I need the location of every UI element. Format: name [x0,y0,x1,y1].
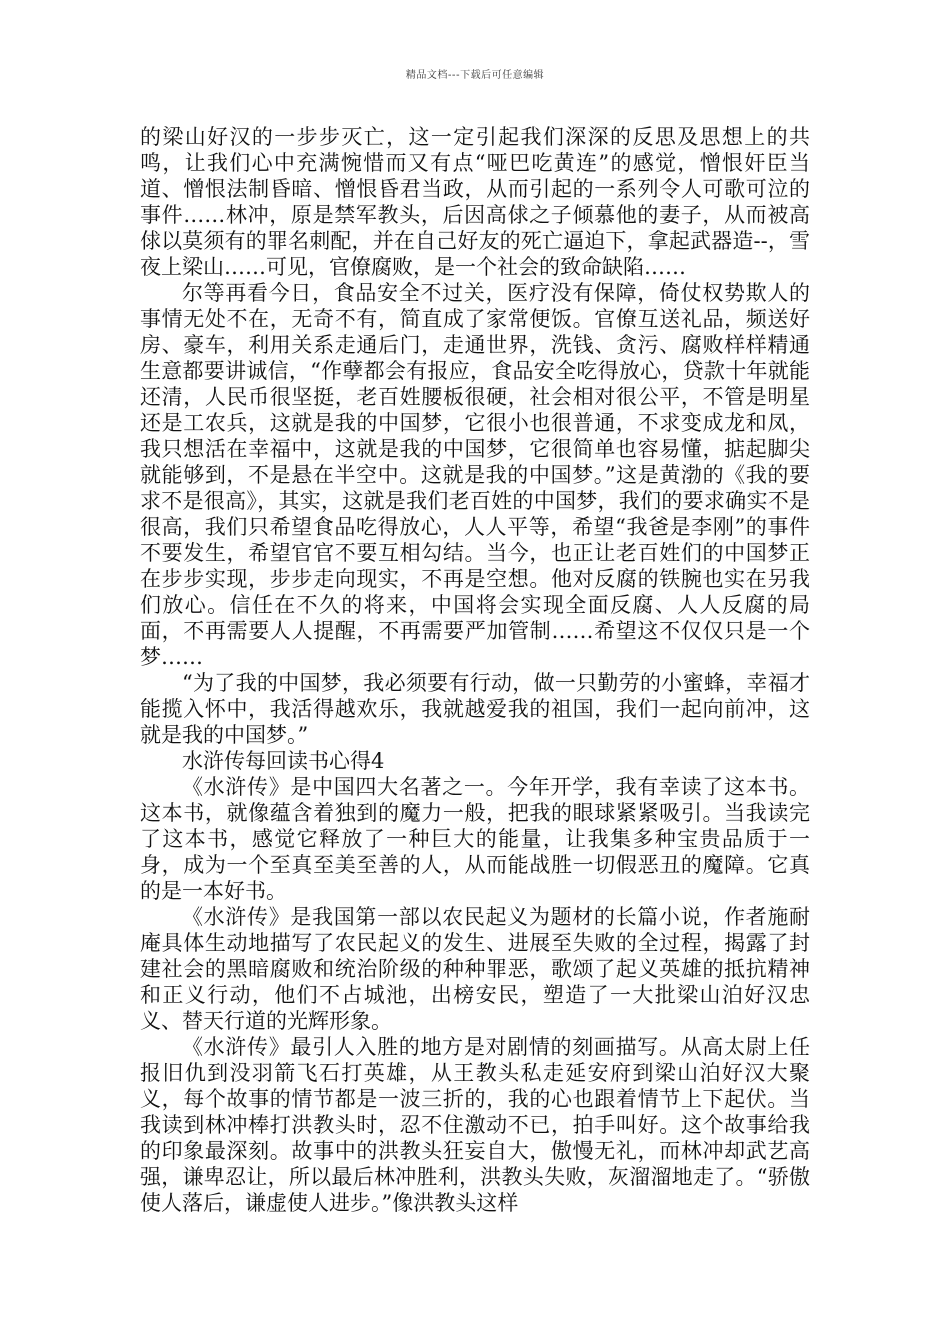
paragraph-2: 尔等再看今日，食品安全不过关，医疗没有保障，倚仗权势欺人的事情无处不在，无奇不有，简直成了家常便饭。官僚互送礼品，频送好房、豪车，利用关系走通后门，走通世界，洗钱、贪污、腐败样样精通生意都要讲诚信，“作孽都会有报应，食品安全吃得放心，贷款十年就能还清，人民币很坚挺，老百姓腰板很硬，社会相对很公平，不管是明星还是工农兵，这就是我的中国梦，它很小也很普通，不求变成龙和凤，我只想活在幸福中，这就是我的中国梦，它很简单也容易懂，掂起脚尖就能够到，不是悬在半空中。这就是我的中国梦。”这是黄渤的《我的要求不是很高》，其实，这就是我们老百姓的中国梦，我们的要求确实不是很高，我们只希望食品吃得放心，人人平等，希望“我爸是李刚”的事件不要发生，希望官官不要互相勾结。当今，也正让老百姓们的中国梦正在步步实现，步步走向现实，不再是空想。他对反腐的铁腕也实在另我们放心。信任在不久的将来，中国将会实现全面反腐、人人反腐的局面，不再需要人人提醒，不再需要严加管制……希望这不仅仅只是一个梦…… [140,281,810,669]
paragraph-4: 《水浒传》是中国四大名著之一。今年开学，我有幸读了这本书。这本书，就像蕴含着独到的魔力一般，把我的眼球紧紧吸引。当我读完了这本书，感觉它释放了一种巨大的能量，让我集多种宝贵品质于一身，成为一个至真至美至善的人，从而能战胜一切假恶丑的魔障。它真的是一本好书。 [140,775,810,903]
document-body [140,124,810,1216]
paragraph-6: 《水浒传》最引人入胜的地方是对剧情的刻画描写。从高太尉上任报旧仇到没羽箭飞石打英雄，从王教头私走延安府到梁山泊好汉大聚义，每个故事的情节都是一波三折的，我的心也跟着情节上下起伏。当我读到林冲棒打洪教头时，忍不住激动不已，拍手叫好。这个故事给我的印象最深刻。故事中的洪教头狂妄自大，傲慢无礼，而林冲却武艺高强，谦卑忍让，所以最后林冲胜利，洪教头失败，灰溜溜地走了。“骄傲使人落后，谦虚使人进步。”像洪教头这样 [140,1035,810,1215]
paragraph-1: 的梁山好汉的一步步灭亡，这一定引起我们深深的反思及思想上的共鸣，让我们心中充满惋惜而又有点“哑巴吃黄连”的感觉，憎恨奸臣当道、憎恨法制昏暗、憎恨昏君当政，从而引起的一系列令人可歌可泣的事件……林冲，原是禁军教头，后因高俅之子倾慕他的妻子，从而被高俅以莫须有的罪名刺配，并在自己好友的死亡逼迫下，拿起武器造--，雪夜上梁山……可见，官僚腐败，是一个社会的致命缺陷…… [140,125,810,279]
paragraph-3: “为了我的中国梦，我必须要有行动，做一只勤劳的小蜜蜂，幸福才能揽入怀中，我活得越欢乐，我就越爱我的祖国，我们一起向前冲，这就是我的中国梦。” [140,671,810,747]
page-header: 精品文档---下载后可任意编辑 [405,70,545,81]
paragraph-5: 《水浒传》是我国第一部以农民起义为题材的长篇小说，作者施耐庵具体生动地描写了农民起义的发生、进展至失败的全过程，揭露了封建社会的黑暗腐败和统治阶级的种种罪恶，歌颂了起义英雄的抵抗精神和正义行动，他们不占城池，出榜安民，塑造了一大批梁山泊好汉忠义、替天行道的光辉形象。 [140,905,810,1033]
section-heading: 水浒传每回读书心得4 [182,749,385,773]
